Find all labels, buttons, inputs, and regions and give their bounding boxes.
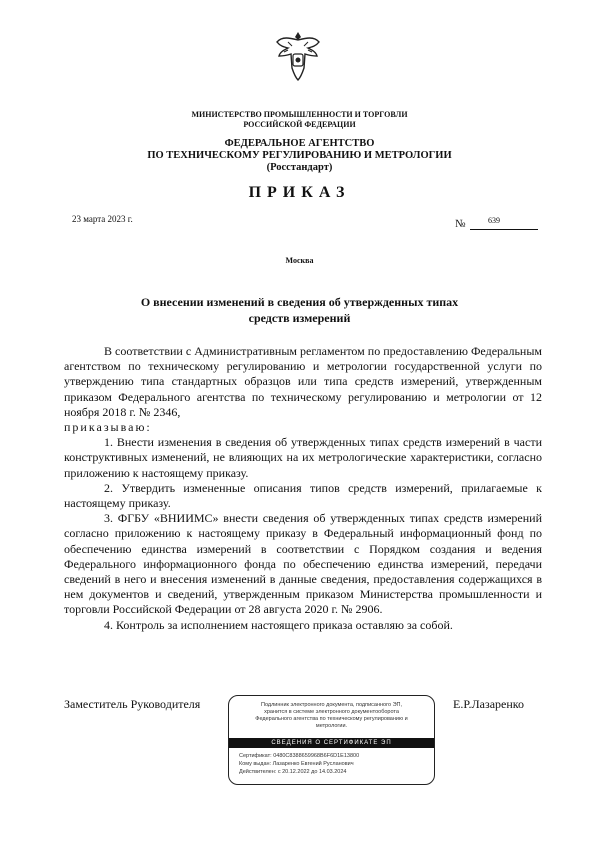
subject-line-1: О внесении изменений в сведения об утвержденных типах bbox=[140, 295, 459, 309]
stamp-certificate-info bbox=[239, 752, 426, 776]
signatory-name: Е.Р.Лазаренко bbox=[453, 697, 525, 711]
order-number-underline bbox=[470, 229, 538, 230]
stamp-valid: Действителен: с 20.12.2022 до 14.03.2024 bbox=[239, 769, 347, 775]
stamp-line-3: Федерального агентства по техническому регулированию и bbox=[255, 716, 408, 722]
agency-line-1: ФЕДЕРАЛЬНОЕ АГЕНТСТВО bbox=[224, 138, 375, 149]
coat-of-arms-icon bbox=[274, 28, 322, 84]
order-number: 639 bbox=[488, 216, 500, 225]
agency-heading bbox=[0, 138, 599, 174]
order-city: Москва bbox=[285, 256, 314, 265]
body-order-word: приказываю: bbox=[64, 420, 152, 435]
subject-line-2: средств измерений bbox=[248, 311, 351, 325]
order-date: 23 марта 2023 г. bbox=[72, 214, 133, 224]
body-intro: В соответствии с Административным регламентом по предоставлению Федеральным агентством по техническому регулированию и метрологии государственной услуги по утверждению типа стандартных образцов или типа средств измерений, утвержденным приказом Федерального агентства по техническому регулированию и метрологии от 12 ноября 2018 г. № 2346, bbox=[64, 344, 542, 419]
stamp-header bbox=[237, 702, 426, 730]
ministry-heading bbox=[0, 110, 599, 130]
stamp-line-1: Подлинник электронного документа, подписанного ЭП, bbox=[260, 702, 403, 708]
stamp-line-2: хранится в системе электронного документооборота bbox=[264, 709, 399, 715]
stamp-line-4: метрологии. bbox=[315, 723, 348, 729]
order-subject bbox=[0, 294, 599, 326]
stamp-certificate-bar: СВЕДЕНИЯ О СЕРТИФИКАТЕ ЭП bbox=[229, 738, 434, 748]
order-number-label: № bbox=[455, 218, 466, 230]
body-item-3: 3. ФГБУ «ВНИИМС» внести сведения об утвержденных типах средств измерений согласно приложению к настоящему приказу в Федеральный информационный фонд по обеспечению единства измерений в соответствии с Порядком создания и ведения Федерального информационного фонда по обеспечению единства измерений, передачи сведений в него и внесения изменений в данные сведения, предоставления содержащихся в нем документов и сведений, утвержденным приказом Министерства промышленности и торговли Российской Федерации от 28 августа 2020 г. № 2906. bbox=[64, 511, 542, 617]
electronic-signature-stamp bbox=[228, 695, 435, 785]
ministry-line-1: МИНИСТЕРСТВО ПРОМЫШЛЕННОСТИ И ТОРГОВЛИ bbox=[191, 110, 408, 119]
agency-line-3: (Росстандарт) bbox=[266, 162, 333, 173]
stamp-owner: Кому выдан: Лазаренко Евгений Русланович bbox=[239, 761, 354, 767]
agency-line-2: ПО ТЕХНИЧЕСКОМУ РЕГУЛИРОВАНИЮ И МЕТРОЛОГИИ bbox=[147, 150, 452, 161]
body-item-4: 4. Контроль за исполнением настоящего приказа оставляю за собой. bbox=[104, 617, 453, 632]
order-body bbox=[64, 344, 542, 633]
ministry-line-2: РОССИЙСКОЙ ФЕДЕРАЦИИ bbox=[243, 120, 356, 129]
body-item-2: 2. Утвердить измененные описания типов средств измерений, прилагаемые к настоящему приказу. bbox=[64, 480, 542, 511]
stamp-cert: Сертификат: 0480С8388659968B6F6D1E13800 bbox=[239, 753, 360, 759]
signatory-position: Заместитель Руководителя bbox=[64, 697, 201, 711]
body-item-1: 1. Внести изменения в сведения об утвержденных типах средств измерений в части конструктивных изменений, не влияющих на их метрологические характеристики, согласно приложению к настоящему приказу. bbox=[64, 435, 542, 480]
order-title: ПРИКАЗ bbox=[248, 184, 351, 201]
